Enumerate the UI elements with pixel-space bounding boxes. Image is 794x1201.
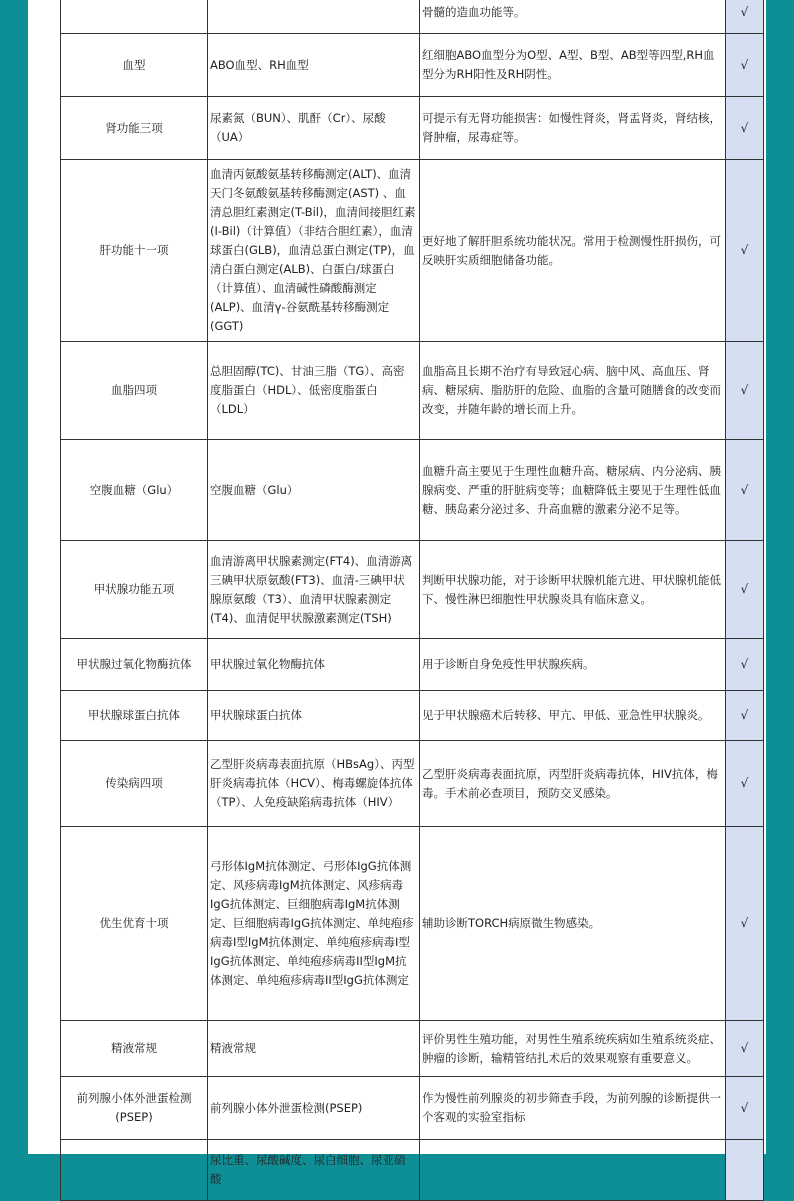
table-row [60, 342, 764, 440]
item-name-cell [60, 691, 207, 740]
item-contents-cell [207, 639, 419, 690]
item-contents-text: ABO血型、RH血型 [210, 57, 309, 72]
item-name-text: 前列腺小体外泄蛋检测(PSEP) [76, 1091, 192, 1124]
check-mark-cell [725, 541, 764, 638]
item-name-text: 空腹血糖（Glu） [89, 482, 179, 497]
check-mark-text: √ [740, 708, 749, 722]
item-name-cell [60, 1140, 207, 1200]
item-name-text: 甲状腺过氧化物酶抗体 [76, 657, 192, 671]
item-name-text: 肝功能十一项 [99, 243, 169, 257]
item-description-text: 辅助诊断TORCH病原微生物感染。 [422, 916, 601, 930]
item-contents-cell [207, 342, 419, 439]
item-name-cell [60, 1077, 207, 1139]
item-description-cell [419, 741, 725, 826]
item-description-text: 可提示有无肾功能损害：如慢性肾炎，肾盂肾炎，肾结核，肾肿瘤，尿毒症等。 [422, 111, 721, 144]
check-mark-cell [725, 440, 764, 540]
item-name-cell [60, 34, 207, 96]
item-name-cell [60, 827, 207, 1020]
item-contents-text: 乙型肝炎病毒表面抗原（HBsAg）、丙型肝炎病毒抗体（HCV）、梅毒螺旋体抗体（TP）、人免疫缺陷病毒抗体（HIV） [210, 757, 415, 809]
item-description-text: 血糖升高主要见于生理性血糖升高、糖尿病、内分泌病、胰腺病变、严重的肝脏病变等；血糖降低主要见于生理性低血糖、胰岛素分泌过多、升高血糖的激素分泌不足等。 [422, 463, 721, 516]
item-description-cell [419, 1021, 725, 1076]
item-description-text: 骨髓的造血功能等。 [422, 4, 526, 19]
item-description-cell [419, 541, 725, 638]
item-description-text: 乙型肝炎病毒表面抗原，丙型肝炎病毒抗体，HIV抗体，梅毒。手术前必查项目，预防交叉感染。 [422, 766, 718, 800]
item-name-text: 肾功能三项 [105, 120, 163, 135]
check-mark-text: √ [740, 1041, 749, 1055]
item-description-cell [419, 0, 725, 33]
item-name-text: 传染病四项 [105, 776, 163, 790]
check-mark-cell [725, 342, 764, 439]
check-mark-text: √ [740, 582, 749, 596]
item-contents-cell [207, 34, 419, 96]
check-mark-text: √ [740, 916, 749, 930]
item-description-text: 更好地了解肝胆系统功能状况。常用于检测慢性肝损伤，可反映肝实质细胞储备功能。 [422, 233, 721, 267]
item-contents-cell [207, 1021, 419, 1076]
item-contents-cell [207, 440, 419, 540]
table-row [60, 1021, 764, 1077]
item-description-text: 见于甲状腺癌术后转移、甲亢、甲低、亚急性甲状腺炎。 [422, 708, 710, 722]
item-contents-cell [207, 1077, 419, 1139]
table-row [60, 827, 764, 1021]
check-mark-cell [725, 691, 764, 740]
item-name-text: 甲状腺功能五项 [93, 582, 175, 596]
item-name-cell [60, 160, 207, 341]
check-mark-text: √ [740, 4, 749, 19]
item-name-cell [60, 1021, 207, 1076]
item-name-text: 血脂四项 [111, 383, 157, 397]
item-description-cell [419, 342, 725, 439]
item-name-cell [60, 440, 207, 540]
item-description-text: 红细胞ABO血型分为O型、A型、B型、AB型等四型,RH血型分为RH阳性及RH阴性。 [422, 48, 715, 81]
table-row [60, 440, 764, 541]
item-name-text: 血型 [122, 57, 146, 72]
item-name-cell [60, 741, 207, 826]
table-row [60, 741, 764, 827]
item-name-cell [60, 0, 207, 33]
item-contents-text: 尿比重、尿酸碱度、尿白细胞、尿亚硝酸 [210, 1153, 406, 1186]
item-contents-text: 甲状腺过氧化物酶抗体 [210, 657, 325, 671]
item-contents-text: 血清丙氨酸氨基转移酶测定(ALT)、血清天门冬氨酸氨基转移酶测定(AST) 、血清总胆红素测定(T-Bil)，血清间接胆红素(I-Bil)（计算值）（非结合胆红素），血清球蛋白(GLB)，血清总蛋白测定(TP)，血清白蛋白测定(ALB)、白蛋白/球蛋白（计算值）、血清碱性磷酸酶测定(ALP)、血清γ-谷氨酰基转移酶测定(GGT) [210, 167, 416, 333]
item-description-cell [419, 34, 725, 96]
check-mark-text: √ [740, 657, 749, 671]
item-description-text: 用于诊断自身免疫性甲状腺疾病。 [422, 657, 595, 671]
item-contents-text: 空腹血糖（Glu） [210, 482, 299, 497]
item-contents-text: 甲状腺球蛋白抗体 [210, 708, 302, 722]
item-contents-cell [207, 97, 419, 159]
item-description-text: 评价男性生殖功能，对男性生殖系统疾病如生殖系统炎症、肿瘤的诊断，输精管结扎术后的效果观察有重要意义。 [422, 1031, 721, 1065]
table-row [60, 1140, 764, 1201]
item-contents-cell [207, 541, 419, 638]
check-mark-text: √ [740, 243, 749, 257]
item-description-cell [419, 691, 725, 740]
item-name-text: 精液常规 [111, 1041, 157, 1055]
item-contents-cell [207, 160, 419, 341]
check-mark-text: √ [740, 383, 749, 397]
check-mark-text: √ [740, 482, 749, 497]
check-mark-cell [725, 827, 764, 1020]
table-row [60, 0, 764, 34]
item-description-cell [419, 827, 725, 1020]
item-name-cell [60, 97, 207, 159]
item-contents-cell [207, 0, 419, 33]
check-mark-cell [725, 1140, 764, 1200]
item-contents-text: 血清游离甲状腺素测定(FT4)、血清游离三碘甲状原氨酸(FT3)、血清-三碘甲状腺原氨酸（T3）、血清甲状腺素测定(T4)、血清促甲状腺激素测定(TSH) [210, 553, 413, 625]
item-name-cell [60, 639, 207, 690]
check-mark-text: √ [740, 57, 749, 72]
check-mark-text: √ [740, 120, 749, 135]
item-description-text: 作为慢性前列腺炎的初步筛查手段，为前列腺的诊断提供一个客观的实验室指标 [422, 1091, 721, 1124]
item-contents-text: 总胆固醇(TC)、甘油三脂（TG）、高密度脂蛋白（HDL）、低密度脂蛋白（LDL） [210, 364, 405, 416]
report-sheet [28, 0, 766, 1186]
check-mark-cell [725, 639, 764, 690]
item-name-text: 甲状腺球蛋白抗体 [88, 708, 180, 722]
table-row [60, 160, 764, 342]
item-contents-cell [207, 741, 419, 826]
check-mark-cell [725, 160, 764, 341]
table-row [60, 1077, 764, 1140]
item-description-text: 血脂高且长期不治疗有导致冠心病、脑中风、高血压、肾病、糖尿病、脂肪肝的危险、血脂的含量可随膳食的改变而改变，并随年龄的增长而上升。 [422, 364, 721, 416]
check-mark-cell [725, 34, 764, 96]
item-description-cell [419, 440, 725, 540]
item-name-text: 优生优育十项 [99, 916, 169, 930]
check-mark-text: √ [740, 1100, 749, 1115]
item-name-cell [60, 342, 207, 439]
item-contents-text: 前列腺小体外泄蛋检测(PSEP) [210, 1100, 363, 1115]
item-description-cell [419, 160, 725, 341]
item-description-cell [419, 97, 725, 159]
item-name-cell [60, 541, 207, 638]
table-row [60, 691, 764, 741]
item-contents-cell [207, 691, 419, 740]
exam-items-table [60, 0, 764, 1201]
check-mark-cell [725, 0, 764, 33]
table-row [60, 97, 764, 160]
item-contents-cell [207, 1140, 419, 1200]
table-row [60, 639, 764, 691]
item-description-cell [419, 639, 725, 690]
item-contents-cell [207, 827, 419, 1020]
item-description-text: 判断甲状腺功能，对于诊断甲状腺机能亢进、甲状腺机能低下、慢性淋巴细胞性甲状腺炎具有临床意义。 [422, 572, 721, 606]
item-contents-text: 弓形体IgM抗体测定、弓形体IgG抗体测定、风疹病毒IgM抗体测定、风疹病毒IgG抗体测定、巨细胞病毒IgM抗体测定、巨细胞病毒IgG抗体测定、单纯疱疹病毒Ⅰ型IgM抗体测定、单纯疱疹病毒Ⅰ型IgG抗体测定、单纯疱疹病毒II型IgM抗体测定、单纯疱疹病毒II型IgG抗体测定 [210, 859, 414, 987]
item-contents-text: 尿素氮（BUN）、肌酐（Cr）、尿酸（UA） [210, 111, 386, 144]
check-mark-cell [725, 741, 764, 826]
table-row [60, 541, 764, 639]
check-mark-text: √ [740, 776, 749, 790]
item-contents-text: 精液常规 [210, 1041, 256, 1055]
table-row [60, 34, 764, 97]
check-mark-cell [725, 1077, 764, 1139]
check-mark-cell [725, 97, 764, 159]
check-mark-cell [725, 1021, 764, 1076]
item-description-cell [419, 1140, 725, 1200]
item-description-cell [419, 1077, 725, 1139]
